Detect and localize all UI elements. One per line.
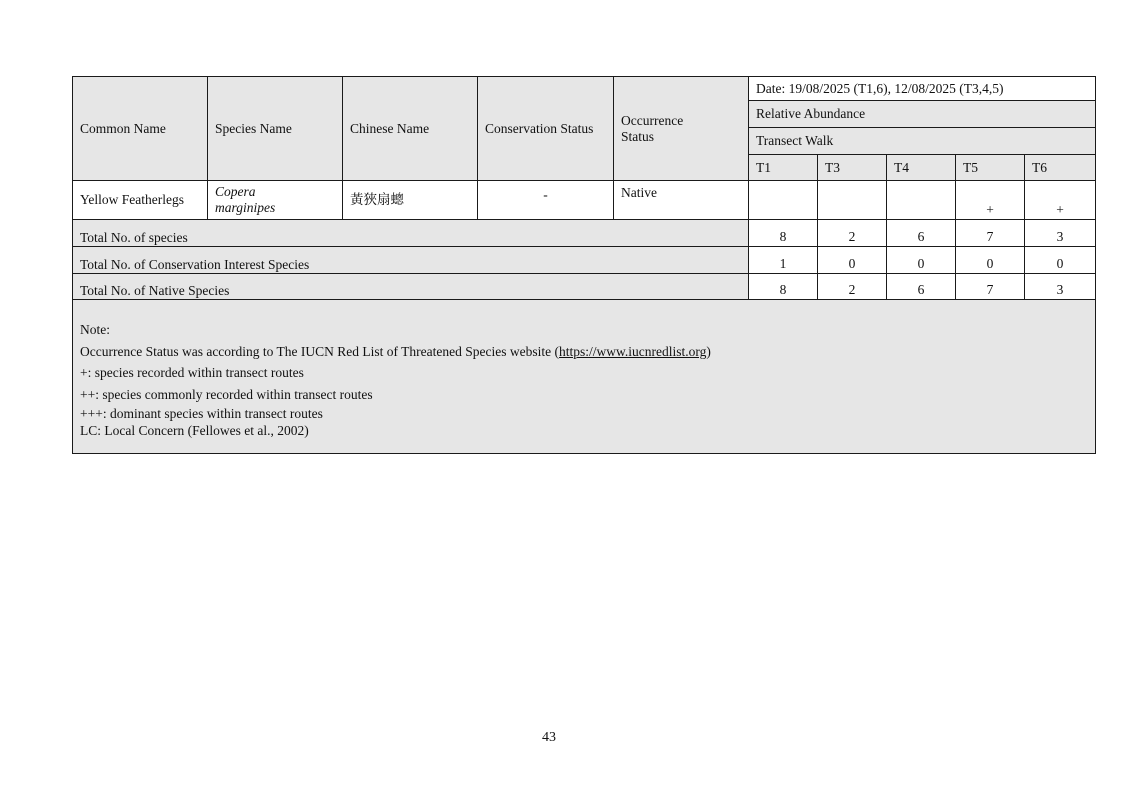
abundance-t5: + [956,181,1025,220]
header-transect-t1: T1 [749,155,818,181]
header-occurrence-status [614,76,749,181]
note-local-concern: LC: Local Concern (Fellowes et al., 2002) [80,423,309,438]
page-number: 43 [542,730,556,745]
row-occurrence-status: Native [614,181,749,220]
total-conservation-t5: 0 [956,247,1025,274]
iucn-redlist-link[interactable]: https://www.iucnredlist.org [558,343,707,359]
row-common-name: Yellow Featherlegs [72,181,208,220]
species-table [72,76,1096,454]
header-species-name: Species Name [208,76,343,181]
abundance-t1 [749,181,818,220]
total-conservation-label: Total No. of Conservation Interest Species [72,247,749,274]
total-species-t6: 3 [1025,220,1096,247]
occurrence-header-line2: Status [621,128,655,144]
abundance-t4 [887,181,956,220]
note-occurrence-source: Occurrence Status was according to The IUCN Red List of Threatened Species website (https://www.iucnredlist.org) [80,343,711,359]
total-conservation-t3: 0 [818,247,887,274]
total-native-label: Total No. of Native Species [72,274,749,300]
species-name-epithet: marginipes [215,200,276,215]
row-species-name [208,181,343,220]
note-legend-double-plus: ++: species commonly recorded within transect routes [80,386,373,402]
header-relative-abundance: Relative Abundance [749,101,1096,128]
row-chinese-name: 黃狹扇蟌 [343,181,478,220]
total-species-t1: 8 [749,220,818,247]
total-native-t3: 2 [818,274,887,300]
species-name-genus: Copera [215,184,256,199]
total-conservation-t4: 0 [887,247,956,274]
total-native-t5: 7 [956,274,1025,300]
header-transect-walk: Transect Walk [749,128,1096,155]
total-species-t5: 7 [956,220,1025,247]
total-native-t1: 8 [749,274,818,300]
header-transect-t3: T3 [818,155,887,181]
total-species-label: Total No. of species [72,220,749,247]
total-native-t4: 6 [887,274,956,300]
total-native-t6: 3 [1025,274,1096,300]
abundance-t3 [818,181,887,220]
header-common-name: Common Name [72,76,208,181]
header-date: Date: 19/08/2025 (T1,6), 12/08/2025 (T3,4,5) [749,76,1096,101]
notes-box [72,300,1096,454]
note-legend-plus: +: species recorded within transect routes [80,365,304,380]
header-transect-t4: T4 [887,155,956,181]
header-chinese-name: Chinese Name [343,76,478,181]
total-conservation-t1: 1 [749,247,818,274]
occurrence-header-line1: Occurrence [621,112,684,128]
note-legend-triple-plus: +++: dominant species within transect routes [80,406,323,421]
header-conservation-status: Conservation Status [478,76,614,181]
header-transect-t5: T5 [956,155,1025,181]
header-transect-t6: T6 [1025,155,1096,181]
total-species-t4: 6 [887,220,956,247]
total-conservation-t6: 0 [1025,247,1096,274]
row-conservation-status: - [478,181,614,220]
note-title: Note: [80,322,110,337]
abundance-t6: + [1025,181,1096,220]
total-species-t3: 2 [818,220,887,247]
